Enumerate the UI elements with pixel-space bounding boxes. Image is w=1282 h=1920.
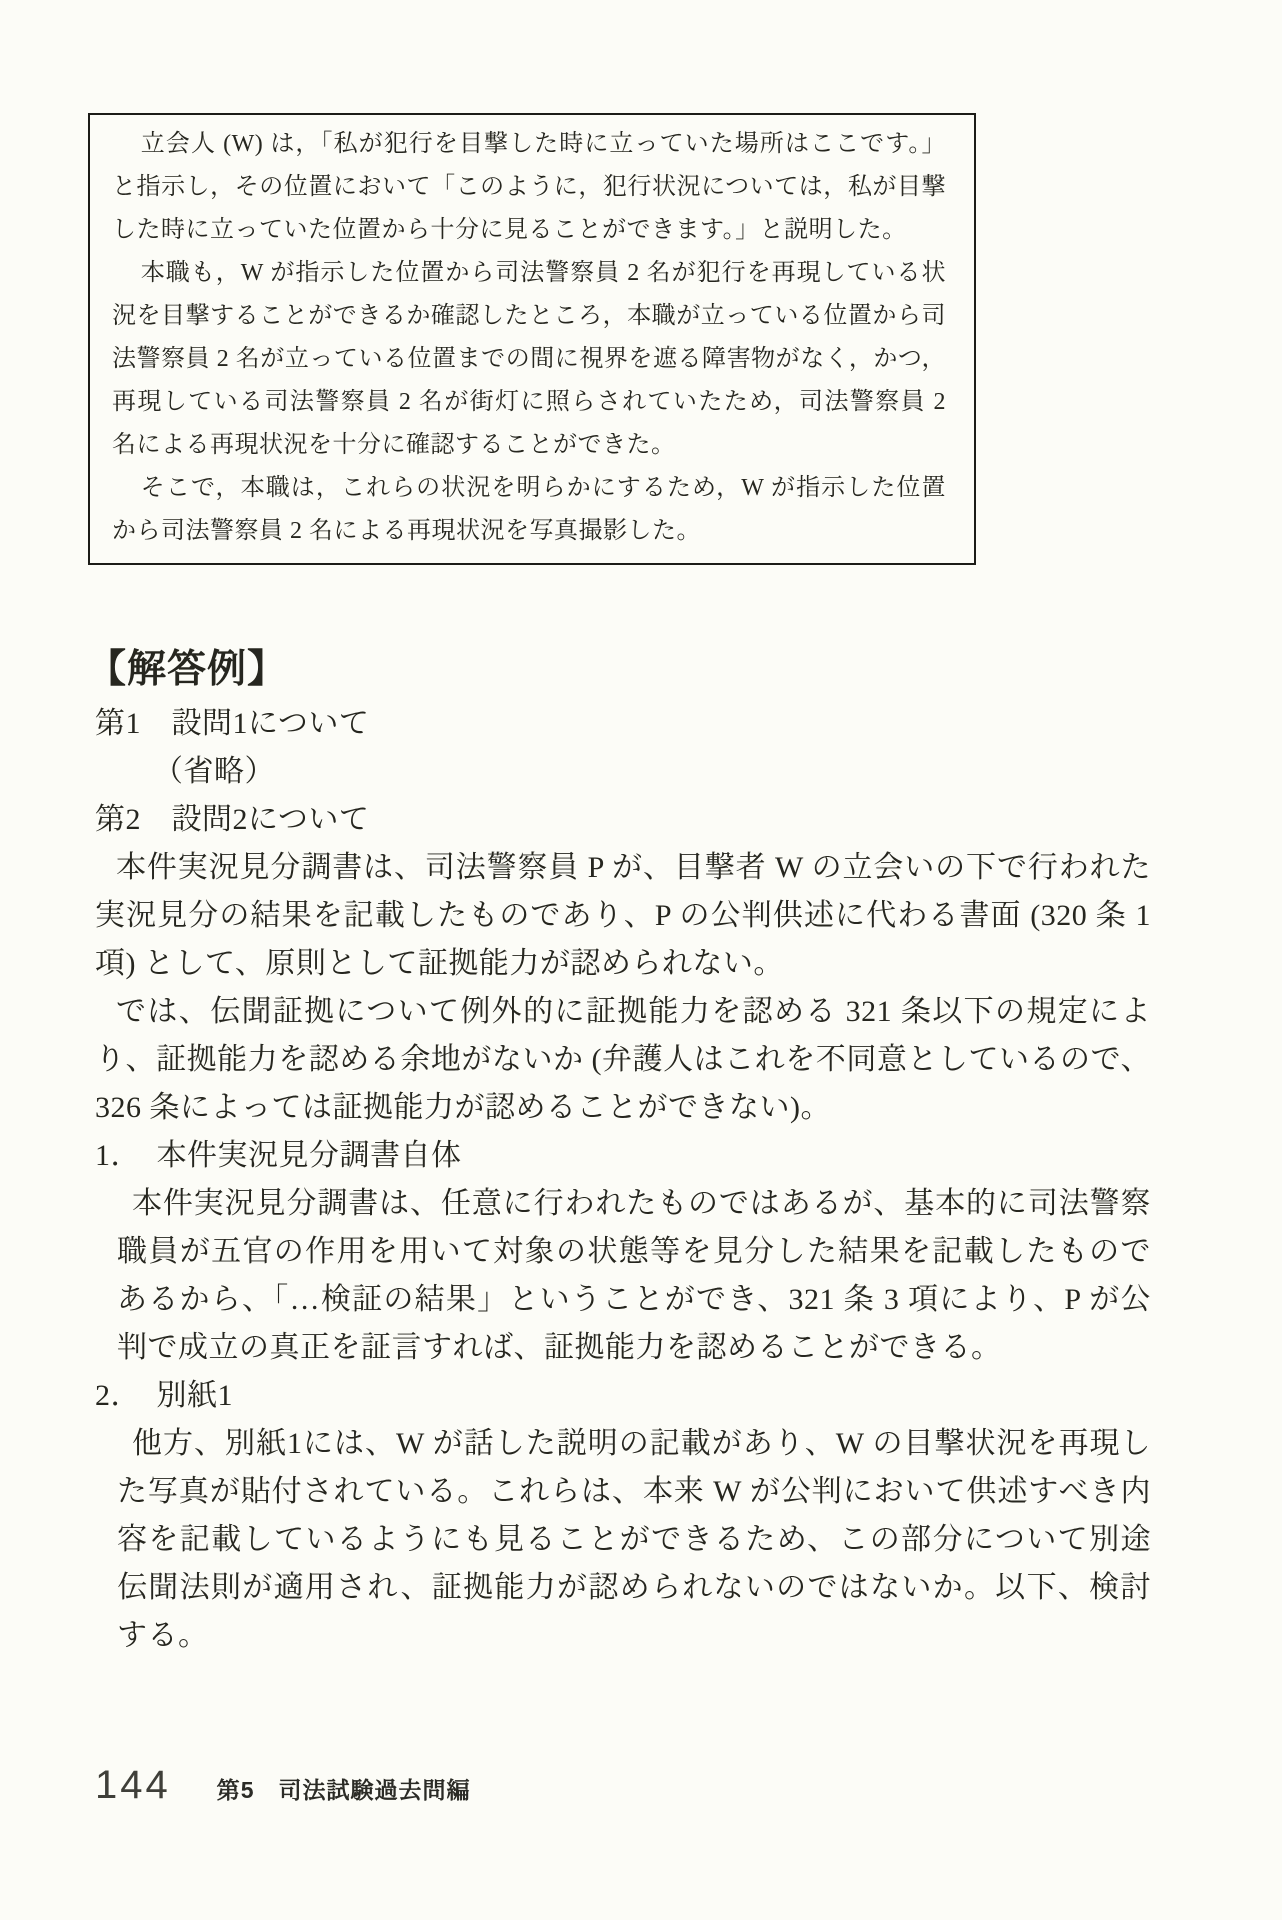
page-number: 144 [95,1763,171,1807]
question2-paragraph-2: では、伝聞証拠について例外的に証拠能力を認める 321 条以下の規定により、証拠能力を認める余地がないか (弁護人はこれを不同意としているので、326 条によっては証拠能力が認めることができない)。 [95,995,1151,1124]
question2-label: 第2 設問2について [95,803,370,836]
section1-body: 本件実況見分調書は、任意に行われたものではあるが、基本的に司法警察職員が五官の作用を用いて対象の状態等を見分した結果を記載したものであるから、「…検証の結果」ということができ、321 条 3 項により、P が公判で成立の真正を証言すれば、証拠能力を認めることができる。 [117,1187,1151,1364]
section2-heading: 2． 別紙1 [95,1379,233,1412]
section1-heading: 1． 本件実況見分調書自体 [95,1139,462,1172]
page-footer [95,1763,471,1808]
question1-label: 第1 設問1について [95,707,370,740]
answer-example-section [87,640,1151,1660]
omitted-note: （省略） [153,755,275,788]
section2-body: 他方、別紙1には、W が話した説明の記載があり、W の目撃状況を再現した写真が貼付されている。これらは、本来 W が公判において供述すべき内容を記載しているようにも見ることができるため、この部分について別途伝聞法則が適用され、証拠能力が認められないのではないか。以下、検討する。 [117,1427,1151,1652]
question2-paragraph-1: 本件実況見分調書は、司法警察員 P が、目撃者 W の立会いの下で行われた実況見分の結果を記載したものであり、P の公判供述に代わる書面 (320 条 1 項) として、原則として証拠能力が認められない。 [95,851,1151,980]
chapter-label: 第5 司法試験過去問編 [216,1777,471,1803]
quote-paragraph: そこで，本職は，これらの状況を明らかにするため，W が指示した位置から司法警察員 2 名による再現状況を写真撮影した。 [112,475,946,544]
answer-example-heading: 【解答例】 [87,648,288,691]
quote-paragraph: 本職も，W が指示した位置から司法警察員 2 名が犯行を再現している状況を目撃することができるか確認したところ，本職が立っている位置から司法警察員 2 名が立っている位置までの間に視界を遮る障害物がなく，かつ，再現している司法警察員 2 名が街灯に照らされていたため，司法警察員 2 名による再現状況を十分に確認することができた。 [112,260,946,458]
inspection-report-quote-box [88,113,976,565]
quote-paragraph: 立会人 (W) は，「私が犯行を目撃した時に立っていた場所はここです。」と指示し，その位置において「このように，犯行状況については，私が目撃した時に立っていた位置から十分に見ることができます。」と説明した。 [112,131,946,243]
